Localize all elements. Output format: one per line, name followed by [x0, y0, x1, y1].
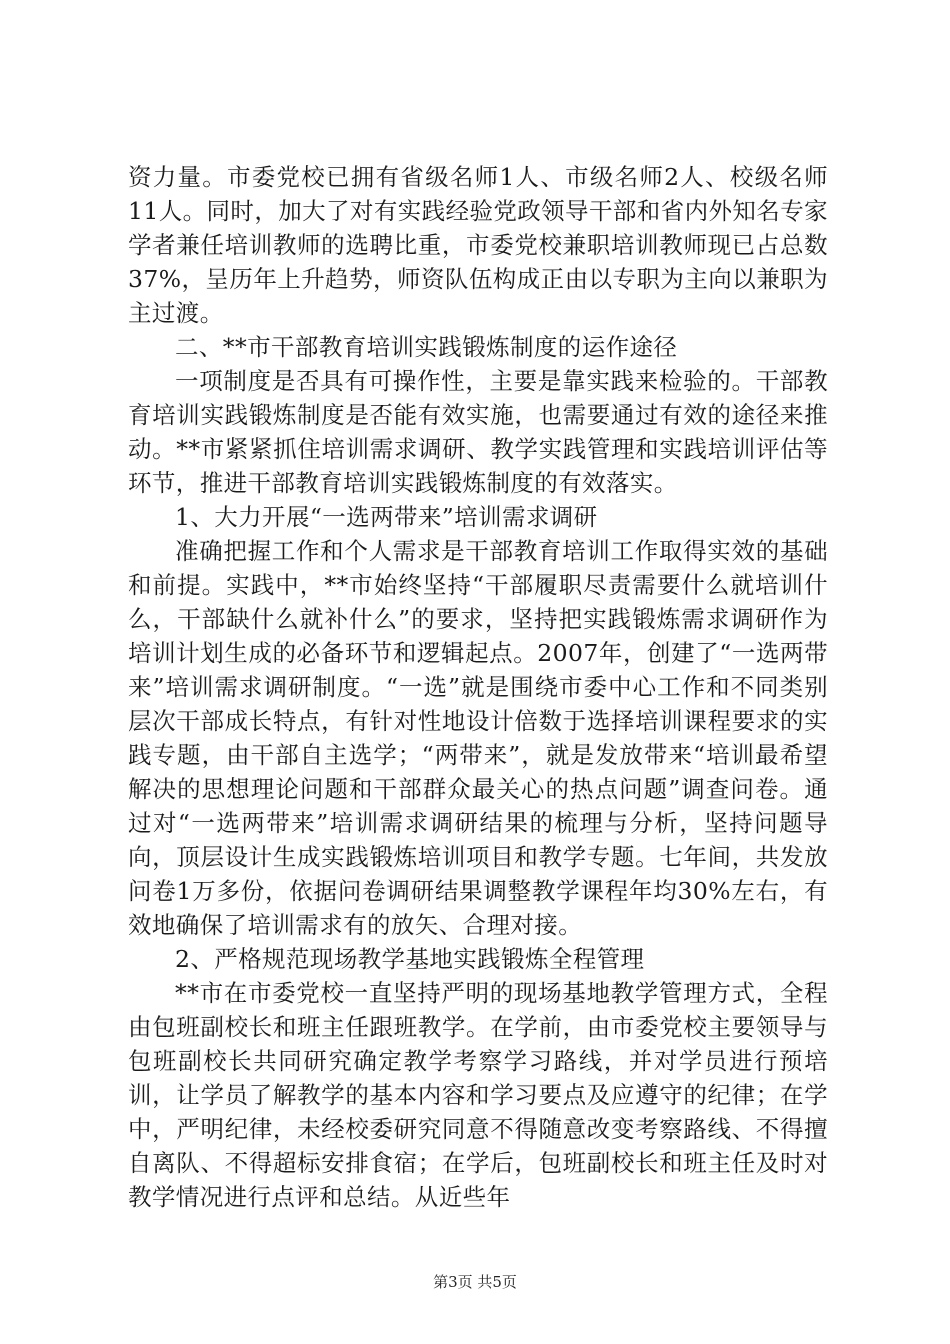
body-paragraph: 一项制度是否具有可操作性，主要是靠实践来检验的。干部教育培训实践锻炼制度是否能有效实施，也需要通过有效的途径来推动。**市紧紧抓住培训需求调研、教学实践管理和实践培训评估等环节，推进干部教育培训实践锻炼制度的有效落实。: [128, 367, 828, 497]
paragraph-continuation: 资力量。市委党校已拥有省级名师1人、市级名师2人、校级名师11人。同时，加大了对有实践经验党政领导干部和省内外知名专家学者兼任培训教师的选聘比重，市委党校兼职培训教师现已占总数37%，呈历年上升趋势，师资队伍构成正由以专职为主向以兼职为主过渡。: [128, 163, 828, 327]
body-paragraph: 准确把握工作和个人需求是干部教育培训工作取得实效的基础和前提。实践中，**市始终坚持“干部履职尽责需要什么就培训什么，干部缺什么就补什么”的要求，坚持把实践锻炼需求调研作为培训计划生成的必备环节和逻辑起点。2007年，创建了“一选两带来”培训需求调研制度。“一选”就是围绕市委中心工作和不同类别层次干部成长特点，有针对性地设计倍数于选择培训课程要求的实践专题，由干部自主选学；“两带来”，就是发放带来“培训最希望解决的思想理论问题和干部群众最关心的热点问题”调查问卷。通过对“一选两带来”培训需求调研结果的梳理与分析，坚持问题导向，顶层设计生成实践锻炼培训项目和教学专题。七年间，共发放问卷1万多份，依据问卷调研结果调整教学课程年均30%左右，有效地确保了培训需求有的放矢、合理对接。: [128, 537, 828, 939]
section-heading: 二、**市干部教育培训实践锻炼制度的运作途径: [175, 333, 678, 361]
page-number-footer: 第3页 共5页: [433, 1273, 517, 1291]
document-body: [128, 160, 828, 1214]
subsection-heading: 1、大力开展“一选两带来”培训需求调研: [175, 503, 598, 531]
subsection-heading: 2、严格规范现场教学基地实践锻炼全程管理: [175, 945, 645, 973]
body-paragraph: **市在市委党校一直坚持严明的现场基地教学管理方式，全程由包班副校长和班主任跟班教学。在学前，由市委党校主要领导与包班副校长共同研究确定教学考察学习路线，并对学员进行预培训，让学员了解教学的基本内容和学习要点及应遵守的纪律；在学中，严明纪律，未经校委研究同意不得随意改变考察路线、不得擅自离队、不得超标安排食宿；在学后，包班副校长和班主任及时对教学情况进行点评和总结。从近些年: [128, 979, 828, 1211]
